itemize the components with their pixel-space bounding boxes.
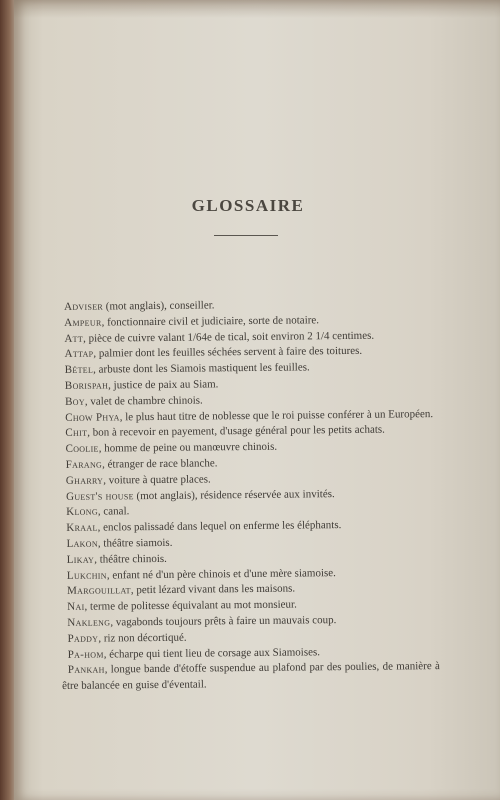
glossary-term: Att [64,332,84,345]
glossary-definition: , pièce de cuivre valant 1/64e de tical, soit environ 2 1/4 centimes. [82,329,375,345]
page-title: GLOSSAIRE [191,196,305,216]
glossary-term: Lakon [66,537,98,550]
glossary-definition: , canal. [97,505,130,518]
glossary-definition: , valet de chambre chinois. [84,394,203,408]
glossary-list [58,296,440,695]
glossary-definition: , bon à recevoir en payement, d'usage général pour les petits achats. [87,423,385,440]
glossary-definition: , le plus haut titre de noblesse que le roi puisse conférer à un Européen. [119,407,434,423]
glossary-definition: , arbuste dont les Siamois mastiquent les feuilles. [93,361,310,376]
glossary-definition: , théâtre chinois. [94,552,167,566]
glossary-term: Nakleng [67,616,111,629]
glossary-definition: , petit lézard vivant dans les maisons. [130,582,296,597]
glossary-term: Farang [65,458,103,471]
glossary-term: Klong [66,505,98,519]
glossary-term: Pankah [67,663,105,677]
glossary-definition: (mot anglais), conseiller. [105,299,215,313]
glossary-definition: , enfant né d'un père chinois et d'une mère siamoise. [106,566,336,582]
glossary-definition: , vagabonds toujours prêts à faire un mauvais coup. [110,614,337,629]
glossary-term: Borispah [64,379,109,392]
glossary-definition: , palmier dont les feuilles séchées servent à faire des toitures. [93,345,363,361]
glossary-term: Gharry [65,474,104,487]
glossary-term: Guest's house [65,489,134,503]
glossary-term: Nai [67,600,85,614]
glossary-definition: , enclos palissadé dans lequel on enferme les éléphants. [97,519,342,534]
glossary-term: Ampeur [64,316,102,329]
glossary-definition: , homme de peine ou manœuvre chinois. [98,440,278,455]
glossary-term: Bétel [64,363,94,377]
glossary-entry [62,659,440,695]
glossary-definition: , étranger de race blanche. [102,457,218,471]
page-shadow [14,0,500,18]
glossary-term: Lukchin [66,569,107,582]
title-rule [214,235,278,236]
glossary-term: Margouillat [66,584,131,598]
glossary-definition: , voiture à quatre places. [103,473,211,487]
glossary-term: Chit [65,427,88,440]
glossary-definition: , longue bande d'étoffe suspendue au plafond par des poulies, de manière à être balancée en guise d'éventail. [61,660,440,693]
glossary-term: Coolie [65,442,99,456]
glossary-term: Likay [66,553,95,566]
glossary-definition: , terme de politesse équivalant au mot monsieur. [84,598,297,613]
glossary-term: Chow Phya [65,410,120,424]
glossary-term: Adviser [64,300,104,313]
glossary-term: Paddy [67,632,99,645]
glossary-definition: (mot anglais), résidence réservée aux invités. [136,487,335,502]
glossary-term: Boy [65,395,85,408]
glossary-definition: , théâtre siamois. [97,536,173,550]
glossary-definition: , riz non décortiqué. [98,631,187,645]
glossary-term: Kraal [66,521,98,535]
glossary-term: Attap [64,348,94,361]
glossary-term: Pa-hom [67,648,104,661]
glossary-definition: , écharpe qui tient lieu de corsage aux Siamoises. [103,645,321,661]
glossary-definition: , fonctionnaire civil et judiciaire, sorte de notaire. [101,314,320,329]
glossary-definition: , justice de paix au Siam. [108,378,219,392]
